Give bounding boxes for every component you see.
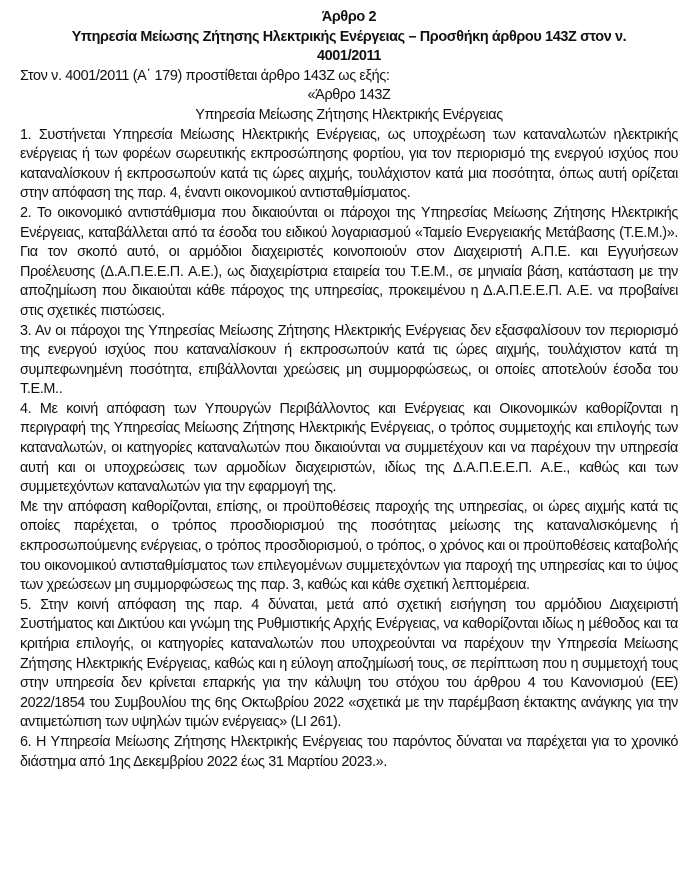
paragraph-6: 6. Η Υπηρεσία Μείωσης Ζήτησης Ηλεκτρικής Ενέργειας του παρόντος δύναται να παρέχεται για το χρονικό διάστημα από 1ης Δεκεμβρίου 2022 έως 31 Μαρτίου 2023.». (20, 733, 678, 770)
article-title: Υπηρεσία Μείωσης Ζήτησης Ηλεκτρικής Ενέργειας – Προσθήκη άρθρου 143Ζ στον ν. 4001/2011 (71, 28, 627, 65)
paragraph-5: 5. Στην κοινή απόφαση της παρ. 4 δύναται, μετά από σχετική εισήγηση του αρμόδιου Διαχειριστή Συστήματος και Δικτύου και γνώμη της Ρυθμιστικής Αρχής Ενέργειας, να καθορίζονται ιδίως η μέθοδος και τα κριτήρια επιλογής, οι κατηγορίες καταναλωτών που υποχρεούνται να παρέχουν την Υπηρεσία Μείωσης Ζήτησης Ηλεκτρικής Ενέργειας, καθώς και η εύλογη αποζημίωσή τους, σε περίπτωση που η συμμετοχή τους στην υπηρεσία δεν κρίνεται επαρκής για την κάλυψη του στόχου του άρθρου 4 του Κανονισμού (ΕΕ) 2022/1854 του Συμβουλίου της 6ης Οκτωβρίου 2022 «σχετικά με την παρέμβαση έκτακτης ανάγκης για την αντιμετώπιση των υψηλών τιμών ενέργειας» (LI 261). (20, 596, 678, 731)
paragraph-4: 4. Με κοινή απόφαση των Υπουργών Περιβάλλοντος και Ενέργειας και Οικονομικών καθορίζονται η περιγραφή της Υπηρεσίας Μείωσης Ζήτησης Ηλεκτρικής Ενέργειας, ο τρόπος συμμετοχής και επιλογής των καταναλωτών, οι κατηγορίες καταναλωτών που δικαιούνται να συμμετέχουν και να παρέχουν την υπηρεσία αυτή και οι υποχρεώσεις των αρμοδίων διαχειριστών, ιδίως της Δ.Α.Π.Ε.Ε.Π. Α.Ε., καθώς και των συμμετεχόντων καταναλωτών για την εφαρμογή της. (20, 400, 678, 496)
inserted-article-heading: «Άρθρο 143Ζ (307, 87, 391, 104)
paragraph-1: 1. Συστήνεται Υπηρεσία Μείωσης Ηλεκτρικής Ενέργειας, ως υποχρέωση των καταναλωτών ηλεκτρικής ενέργειας ή των φορέων σωρευτικής εκπροσώπησης φορτίου, για τον περιορισμό της ενεργού ισχύος που καταναλίσκουν ή εκπροσωπούν κατά τις ώρες αιχμής, τουλάχιστον κατά μια ποσότητα, όπως αυτή ορίζεται στην απόφαση της παρ. 4, έναντι οικονομικού αντισταθμίσματος. (20, 126, 678, 202)
article-intro: Στον ν. 4001/2011 (Α΄ 179) προστίθεται άρθρο 143Ζ ως εξής: (20, 67, 390, 84)
legal-document (20, 8, 678, 772)
paragraph-3: 3. Αν οι πάροχοι της Υπηρεσίας Μείωσης Ζήτησης Ηλεκτρικής Ενέργειας δεν εξασφαλίσουν τον περιορισμό της ενεργού ισχύος που καταναλίσκουν ή εκπροσωπούν κατά τις ώρες αιχμής, τουλάχιστον κατά τη συμπεφωνημένη ποσότητα, επιβάλλονται χρεώσεις μη συμμορφώσεως, οι οποίες αποτελούν έσοδα του Τ.Ε.Μ.. (20, 322, 678, 398)
paragraph-4-continued: Με την απόφαση καθορίζονται, επίσης, οι προϋποθέσεις παροχής της υπηρεσίας, οι ώρες αιχμής κατά τις οποίες παρέχεται, ο τρόπος προσδιορισμού της ποσότητας μείωσης της καταναλισκόμενης ή εκπροσωπούμενης ενέργειας, ο τρόπος προσδιορισμού, ο τρόπος, ο χρόνος και οι προϋποθέσεις καταβολής του οικονομικού αντισταθμίσματος των επιλεγομένων συμμετεχόντων για παροχή της υπηρεσίας και το ύψος των χρεώσεων μη συμμορφώσεως της παρ. 3, καθώς και κάθε σχετική λεπτομέρεια. (20, 498, 678, 594)
inserted-article-title: Υπηρεσία Μείωσης Ζήτησης Ηλεκτρικής Ενέργειας (195, 106, 503, 123)
article-heading: Άρθρο 2 (321, 9, 377, 25)
paragraph-2: 2. Το οικονομικό αντιστάθμισμα που δικαιούνται οι πάροχοι της Υπηρεσίας Μείωσης Ζήτησης Ηλεκτρικής Ενέργειας, καταβάλλεται από τα έσοδα του ειδικού λογαριασμού «Ταμείο Ενεργειακής Μετάβασης (Τ.Ε.Μ.)». Για τον σκοπό αυτό, οι αρμόδιοι διαχειριστές κοινοποιούν στον Διαχειριστή Α.Π.Ε. και Εγγυήσεων Προέλευσης (Δ.Α.Π.Ε.Ε.Π. Α.Ε.), ως διαχειρίστρια εταιρεία του Τ.Ε.Μ., σε μηνιαία βάση, κατάσταση με την αποζημίωση που δικαιούται κάθε πάροχος της υπηρεσίας, προκειμένου η Δ.Α.Π.Ε.Ε.Π. Α.Ε. να προβαίνει στις σχετικές πιστώσεις. (20, 204, 678, 319)
